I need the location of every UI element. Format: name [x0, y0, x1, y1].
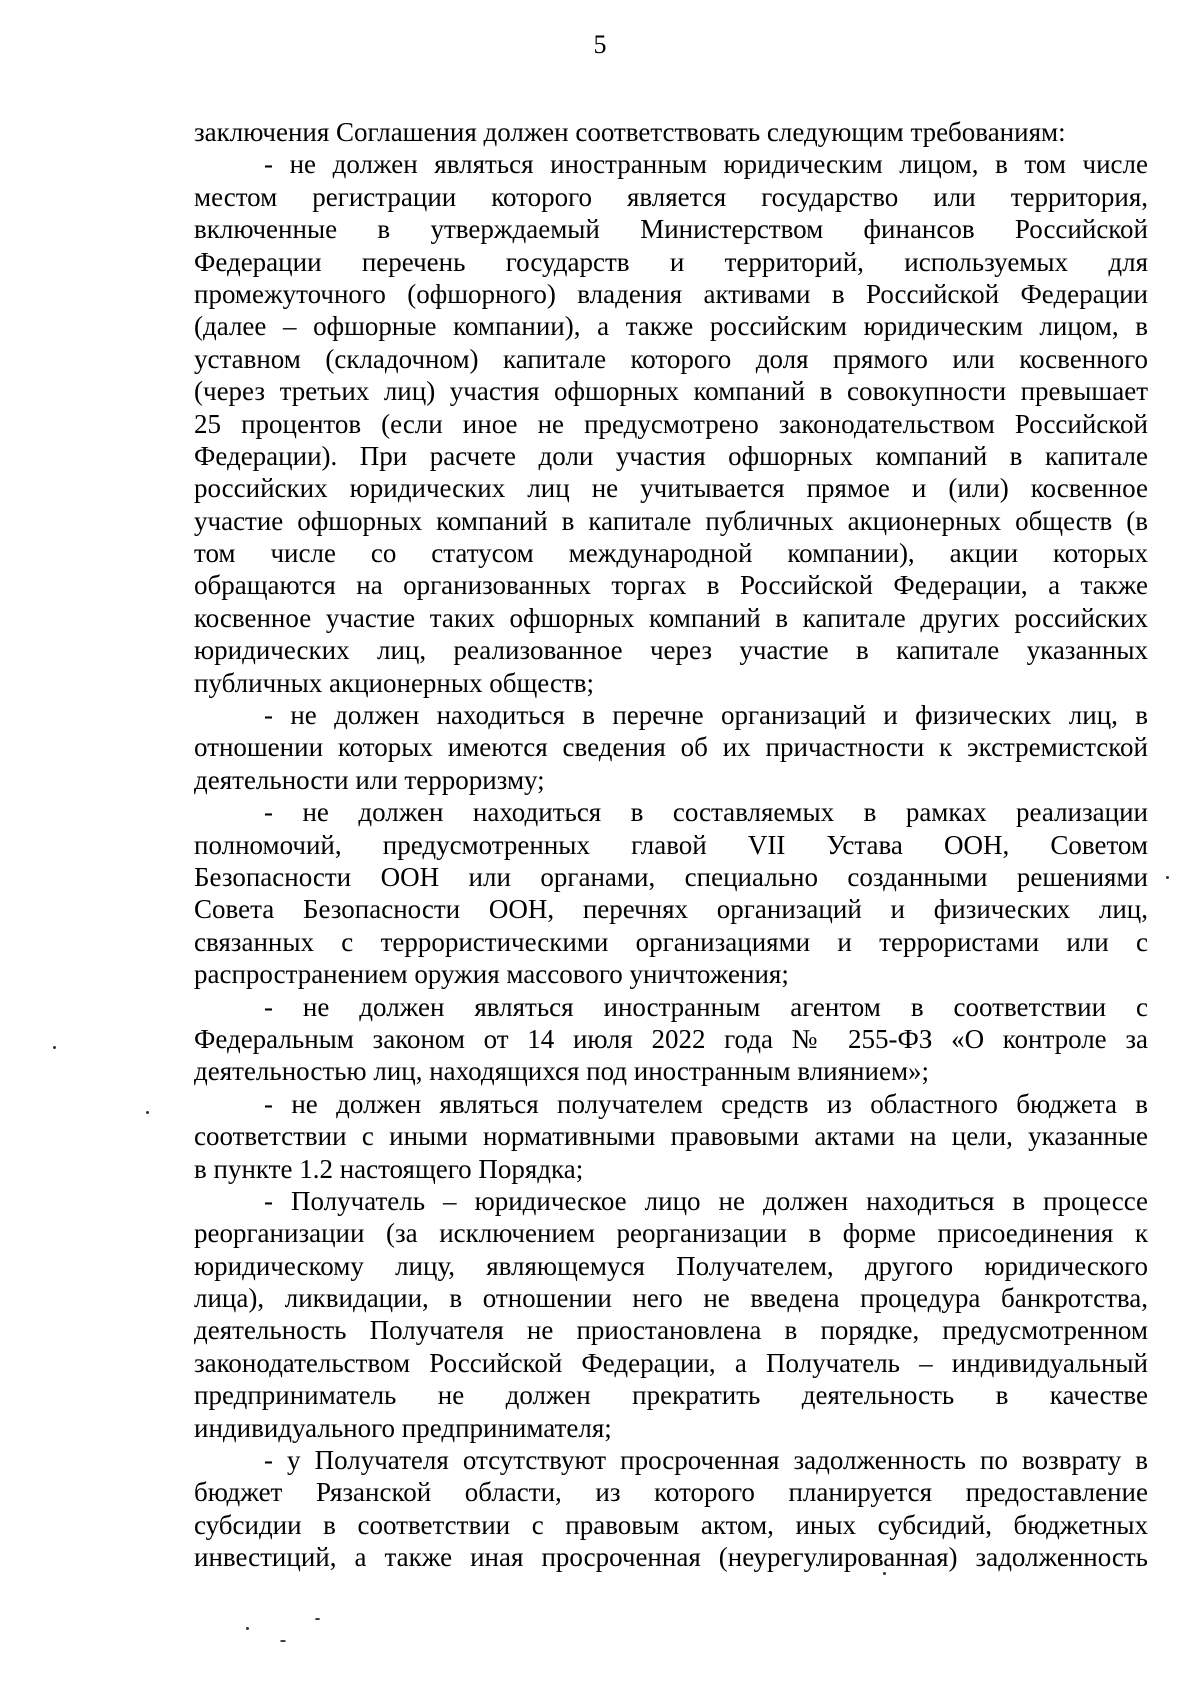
text-line: в пункте 1.2 настоящего Порядка; — [194, 1153, 584, 1184]
text-line: юридических лиц, реализованное через участие в капитале указанных — [194, 635, 1148, 666]
scan-speck — [883, 1572, 886, 1575]
text-line: распространением оружия массового уничтожения; — [194, 959, 789, 990]
text-line: заключения Соглашения должен соответствовать следующим требованиям: — [194, 117, 1066, 147]
paragraph-first-line: - не должен являться получателем средств из областного бюджета в — [264, 1088, 1148, 1119]
paragraph-first-line: - не должен являться иностранным агентом в соответствии с — [264, 991, 1148, 1022]
paragraph-first-line: - Получатель – юридическое лицо не должен находиться в процессе — [264, 1185, 1148, 1216]
text-line: реорганизации (за исключением реорганизации в форме присоединения к — [194, 1218, 1148, 1249]
text-line: Федеральным законом от 14 июля 2022 года № 255-ФЗ «О контроле за — [194, 1023, 1148, 1054]
text-line: Федерации). При расчете доли участия офшорных компаний в капитале — [194, 440, 1148, 471]
text-line: Федерации перечень государств и территорий, используемых для — [194, 246, 1148, 277]
document-body — [194, 116, 1148, 1574]
text-line: косвенное участие таких офшорных компаний в капитале других российских — [194, 602, 1148, 633]
paragraph-first-line: - не должен находиться в составляемых в рамках реализации — [264, 797, 1148, 828]
text-line: бюджет Рязанской области, из которого планируется предоставление — [194, 1477, 1148, 1508]
scan-speck — [280, 1640, 286, 1642]
scan-speck — [315, 1618, 320, 1620]
text-line: российских юридических лиц не учитывается прямое и (или) косвенное — [194, 473, 1148, 504]
paragraph-first-line: - не должен являться иностранным юридическим лицом, в том числе — [264, 149, 1148, 180]
text-line: участие офшорных компаний в капитале публичных акционерных обществ (в — [194, 505, 1148, 536]
text-line: лица), ликвидации, в отношении него не введена процедура банкротства, — [194, 1283, 1148, 1314]
text-line: (далее – офшорные компании), а также российским юридическим лицом, в — [194, 311, 1148, 342]
text-line: том числе со статусом международной компании), акции которых — [194, 538, 1148, 569]
paragraph-first-line: - не должен находиться в перечне организаций и физических лиц, в — [264, 700, 1148, 731]
scan-speck — [53, 1046, 56, 1049]
text-line: промежуточного (офшорного) владения активами в Российской Федерации — [194, 278, 1148, 309]
page-number: 5 — [593, 30, 607, 59]
text-line: предприниматель не должен прекратить деятельность в качестве — [194, 1380, 1148, 1411]
text-line: включенные в утверждаемый Министерством финансов Российской — [194, 214, 1148, 245]
text-line: субсидии в соответствии с правовым актом, иных субсидий, бюджетных — [194, 1509, 1148, 1540]
text-line: законодательством Российской Федерации, а Получатель – индивидуальный — [194, 1347, 1148, 1378]
text-line: (через третьих лиц) участия офшорных компаний в совокупности превышает — [194, 376, 1148, 407]
text-line: связанных с террористическими организациями и террористами или с — [194, 926, 1148, 957]
text-line: соответствии с иными нормативными правовыми актами на цели, указанные — [194, 1121, 1148, 1152]
text-line: деятельности или терроризму; — [194, 764, 545, 795]
text-line: публичных акционерных обществ; — [194, 667, 594, 698]
text-line: индивидуального предпринимателя; — [194, 1412, 612, 1443]
text-line: полномочий, предусмотренных главой VII Устава ООН, Советом — [194, 829, 1148, 860]
text-line: деятельностью лиц, находящихся под иностранным влиянием»; — [194, 1056, 930, 1087]
text-line: уставном (складочном) капитале которого доля прямого или косвенного — [194, 343, 1148, 374]
text-line: местом регистрации которого является государство или территория, — [194, 181, 1148, 212]
text-line: деятельность Получателя не приостановлена в порядке, предусмотренном — [194, 1315, 1148, 1346]
text-line: обращаются на организованных торгах в Российской Федерации, а также — [194, 570, 1148, 601]
scan-speck — [146, 1111, 149, 1114]
paragraph-first-line: - у Получателя отсутствуют просроченная задолженность по возврату в — [264, 1445, 1148, 1476]
text-line: Безопасности ООН или органами, специально созданными решениями — [194, 861, 1148, 892]
text-line: инвестиций, а также иная просроченная (неурегулированная) задолженность — [194, 1542, 1148, 1573]
text-line: Совета Безопасности ООН, перечнях организаций и физических лиц, — [194, 894, 1148, 925]
text-line: 25 процентов (если иное не предусмотрено законодательством Российской — [194, 408, 1148, 439]
scan-speck — [1166, 876, 1169, 879]
text-line: отношении которых имеются сведения об их причастности к экстремистской — [194, 732, 1148, 763]
scan-speck — [246, 1627, 249, 1630]
text-line: юридическому лицу, являющемуся Получателем, другого юридического — [194, 1250, 1148, 1281]
